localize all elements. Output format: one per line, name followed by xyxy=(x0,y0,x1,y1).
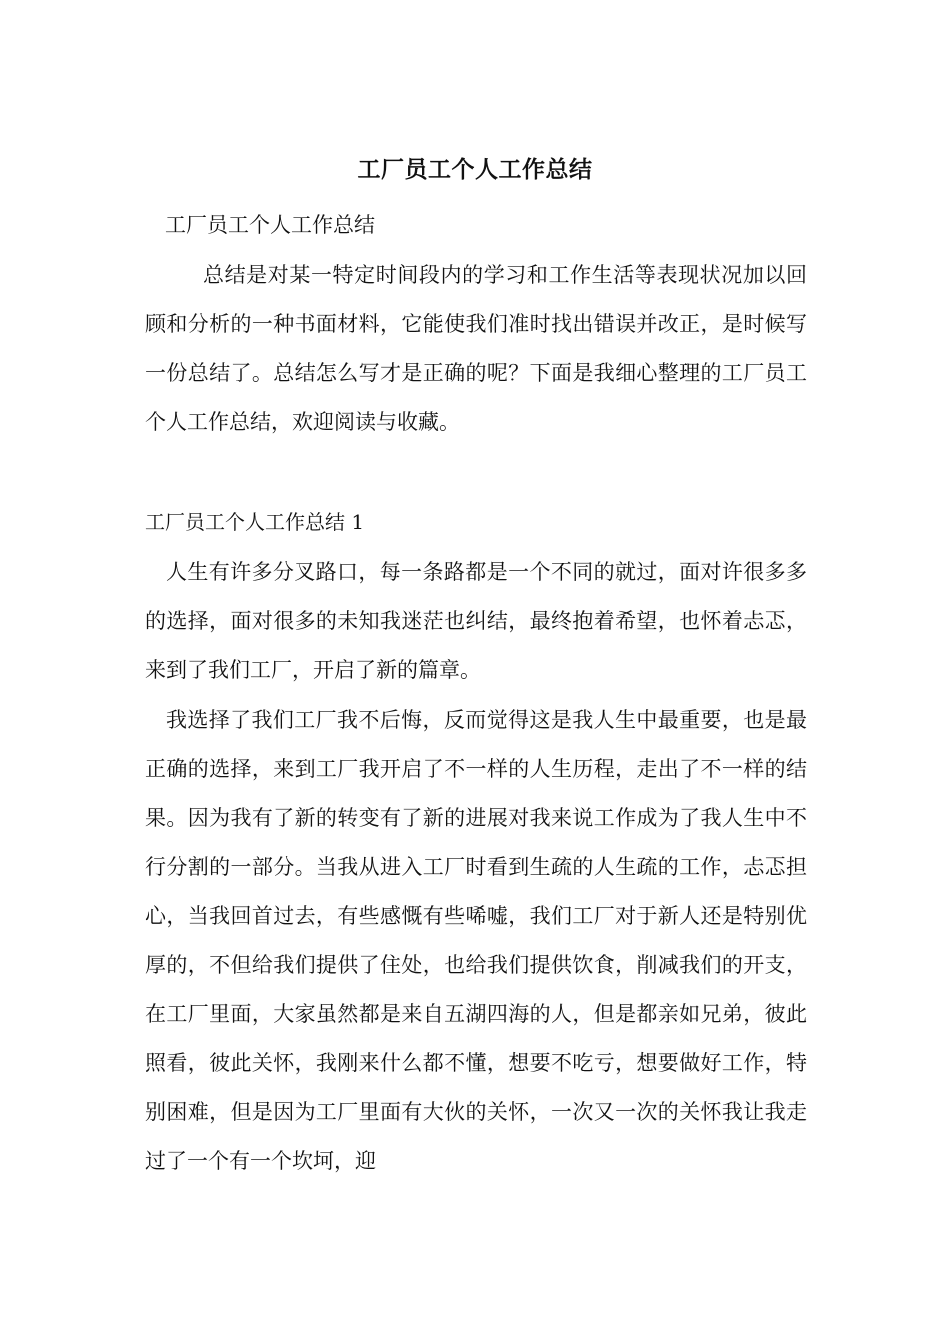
section-heading-1: 工厂员工个人工作总结 1 xyxy=(145,510,365,534)
section-1-paragraph-2: 我选择了我们工厂我不后悔，反而觉得这是我人生中最重要，也是最正确的选择，来到工厂我开启了不一样的人生历程，走出了不一样的结果。因为我有了新的转变有了新的进展对我来说工作成为了我人生中不行分割的一部分。当我从进入工厂时看到生疏的人生疏的工作，忐忑担心，当我回首过去，有些感慨有些唏嘘，我们工厂对于新人还是特别优厚的，不但给我们提供了住处，也给我们提供饮食，削减我们的开支，在工厂里面，大家虽然都是来自五湖四海的人，但是都亲如兄弟，彼此照看，彼此关怀，我刚来什么都不懂，想要不吃亏，想要做好工作，特别困难，但是因为工厂里面有大伙的关怀，一次又一次的关怀我让我走过了一个有一个坎坷，迎 xyxy=(145,708,807,1173)
document-title: 工厂员工个人工作总结 xyxy=(357,156,593,183)
section-1-paragraph-1: 人生有许多分叉路口，每一条路都是一个不同的就过，面对许很多多的选择，面对很多的未知我迷茫也纠结，最终抱着希望，也怀着忐忑，来到了我们工厂，开启了新的篇章。 xyxy=(145,560,807,682)
document-subtitle: 工厂员工个人工作总结 xyxy=(165,213,375,237)
intro-paragraph: 总结是对某一特定时间段内的学习和工作生活等表现状况加以回顾和分析的一种书面材料，它能使我们准时找出错误并改正，是时候写一份总结了。总结怎么写才是正确的呢？下面是我细心整理的工厂员工个人工作总结，欢迎阅读与收藏。 xyxy=(145,263,807,434)
